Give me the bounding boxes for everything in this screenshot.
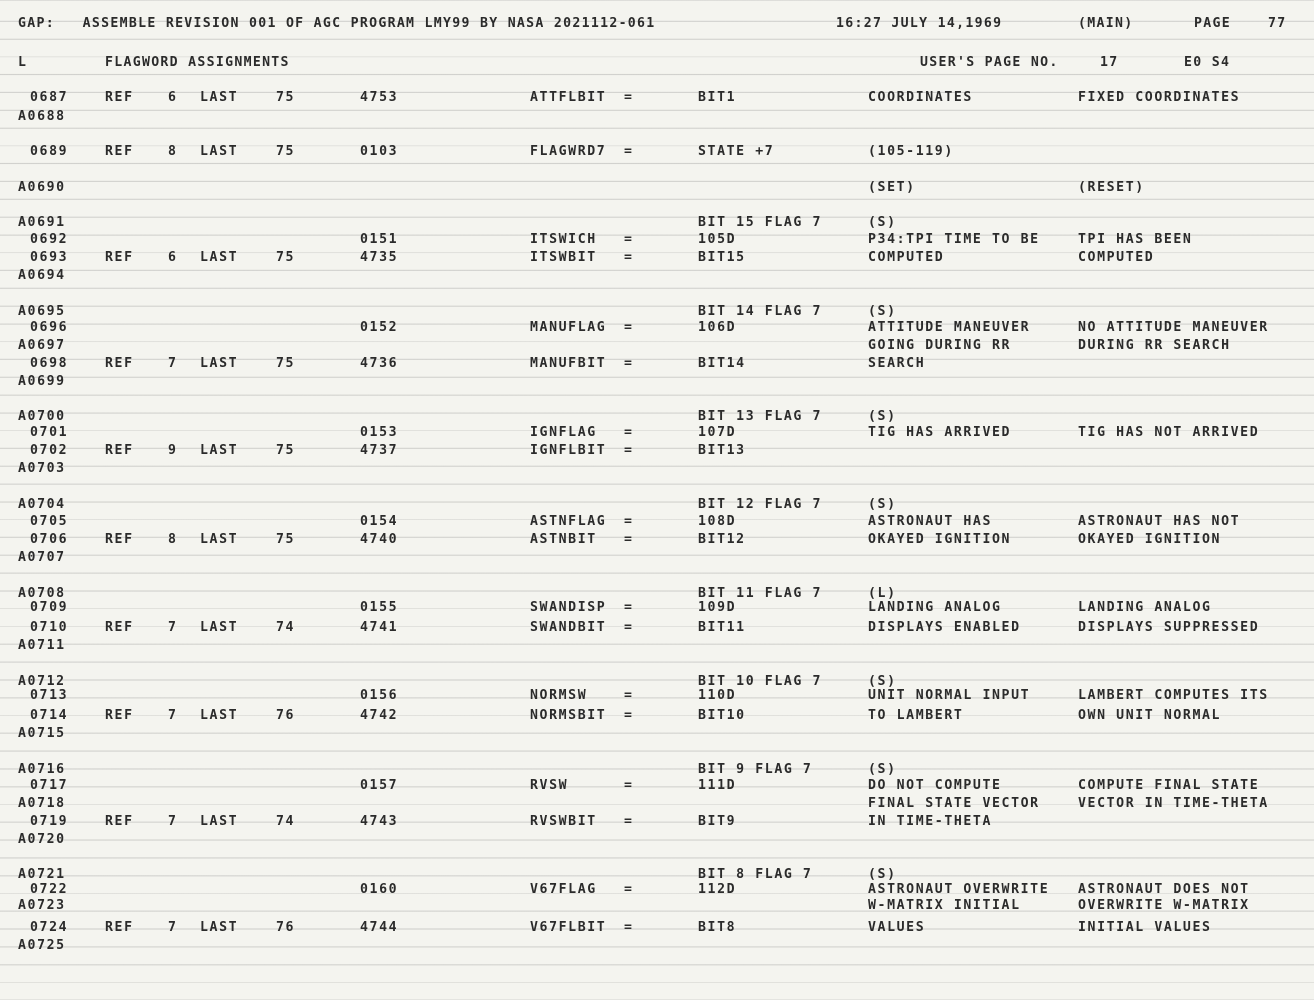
reset-description: COMPUTE FINAL STATE — [1078, 778, 1260, 793]
symbol-value: BIT 14 FLAG 7 — [698, 304, 823, 319]
line-number: 0702 — [30, 443, 69, 458]
line-number: A0690 — [18, 180, 66, 195]
last-page: 75 — [276, 443, 296, 458]
listing-row — [0, 919, 1314, 937]
reset-description: ASTRONAUT HAS NOT — [1078, 514, 1241, 529]
listing-row — [0, 231, 1314, 249]
reset-description: OVERWRITE W-MATRIX — [1078, 898, 1250, 913]
ref-keyword: REF — [105, 443, 134, 458]
symbol-label: V67FLBIT — [530, 920, 607, 935]
listing-row — [0, 214, 1314, 232]
address: 4741 — [360, 620, 399, 635]
line-number: A0721 — [18, 867, 66, 882]
reset-description: TIG HAS NOT ARRIVED — [1078, 425, 1260, 440]
line-number: 0713 — [30, 688, 69, 703]
address: 0153 — [360, 425, 399, 440]
symbol-label: IGNFLBIT — [530, 443, 607, 458]
address: 0151 — [360, 232, 399, 247]
line-number: A0711 — [18, 638, 66, 653]
symbol-value: 109D — [698, 600, 737, 615]
symbol-label: IGNFLAG — [530, 425, 597, 440]
line-number: 0710 — [30, 620, 69, 635]
listing-row — [0, 442, 1314, 460]
equals-sign: = — [624, 778, 634, 793]
last-keyword: LAST — [200, 708, 239, 723]
header-line-2 — [0, 54, 1314, 72]
equals-sign: = — [624, 600, 634, 615]
set-description: (SET) — [868, 180, 916, 195]
line-number: A0712 — [18, 674, 66, 689]
ref-keyword: REF — [105, 144, 134, 159]
last-keyword: LAST — [200, 443, 239, 458]
reset-description: (RESET) — [1078, 180, 1145, 195]
listing-row — [0, 531, 1314, 549]
listing-row — [0, 267, 1314, 285]
listing-row — [0, 424, 1314, 442]
equals-sign: = — [624, 882, 634, 897]
last-keyword: LAST — [200, 90, 239, 105]
ref-count: 8 — [168, 532, 178, 547]
ref-count: 6 — [168, 90, 178, 105]
address: 4743 — [360, 814, 399, 829]
symbol-value: 110D — [698, 688, 737, 703]
symbol-value: BIT13 — [698, 443, 746, 458]
line-number: 0705 — [30, 514, 69, 529]
listing-row — [0, 496, 1314, 514]
reset-description: NO ATTITUDE MANEUVER — [1078, 320, 1269, 335]
listing-row — [0, 108, 1314, 126]
listing-row — [0, 707, 1314, 725]
address: 4744 — [360, 920, 399, 935]
line-number: 0722 — [30, 882, 69, 897]
ref-count: 6 — [168, 250, 178, 265]
line-number: 0698 — [30, 356, 69, 371]
listing-row — [0, 143, 1314, 161]
last-page: 75 — [276, 532, 296, 547]
listing-row — [0, 897, 1314, 915]
set-description: (S) — [868, 867, 897, 882]
address: 0152 — [360, 320, 399, 335]
set-description: W-MATRIX INITIAL — [868, 898, 1021, 913]
symbol-value: 111D — [698, 778, 737, 793]
last-page: 76 — [276, 708, 296, 723]
symbol-value: BIT10 — [698, 708, 746, 723]
listing-row — [0, 831, 1314, 849]
reset-description: ASTRONAUT DOES NOT — [1078, 882, 1250, 897]
line-number: A0718 — [18, 796, 66, 811]
reset-description: COMPUTED — [1078, 250, 1155, 265]
listing-row — [0, 813, 1314, 831]
section-title: FLAGWORD ASSIGNMENTS — [105, 55, 290, 70]
set-description: ASTRONAUT OVERWRITE — [868, 882, 1050, 897]
line-number: A0715 — [18, 726, 66, 741]
symbol-value: 108D — [698, 514, 737, 529]
line-number: 0719 — [30, 814, 69, 829]
line-number: A0708 — [18, 586, 66, 601]
listing-row — [0, 513, 1314, 531]
listing-row — [0, 89, 1314, 107]
symbol-label: MANUFLAG — [530, 320, 607, 335]
line-number: A0723 — [18, 898, 66, 913]
equals-sign: = — [624, 356, 634, 371]
address: 0154 — [360, 514, 399, 529]
line-number: 0714 — [30, 708, 69, 723]
ref-keyword: REF — [105, 532, 134, 547]
address: 0155 — [360, 600, 399, 615]
symbol-value: BIT14 — [698, 356, 746, 371]
symbol-label: SWANDBIT — [530, 620, 607, 635]
line-number: 0706 — [30, 532, 69, 547]
symbol-value: BIT 15 FLAG 7 — [698, 215, 823, 230]
reset-description: VECTOR IN TIME-THETA — [1078, 796, 1269, 811]
equals-sign: = — [624, 425, 634, 440]
last-keyword: LAST — [200, 144, 239, 159]
reset-description: OKAYED IGNITION — [1078, 532, 1222, 547]
listing-row — [0, 795, 1314, 813]
set-description: (S) — [868, 674, 897, 689]
set-description: UNIT NORMAL INPUT — [868, 688, 1031, 703]
line-number: A0694 — [18, 268, 66, 283]
equals-sign: = — [624, 688, 634, 703]
equals-sign: = — [624, 620, 634, 635]
line-number: A0699 — [18, 374, 66, 389]
last-page: 75 — [276, 250, 296, 265]
symbol-value: 106D — [698, 320, 737, 335]
address: 0103 — [360, 144, 399, 159]
listing-row — [0, 319, 1314, 337]
line-number: A0688 — [18, 109, 66, 124]
equals-sign: = — [624, 443, 634, 458]
reset-description: LAMBERT COMPUTES ITS — [1078, 688, 1269, 703]
ref-keyword: REF — [105, 250, 134, 265]
listing-row — [0, 725, 1314, 743]
symbol-label: ITSWBIT — [530, 250, 597, 265]
symbol-label: ASTNFLAG — [530, 514, 607, 529]
symbol-value: BIT15 — [698, 250, 746, 265]
reset-description: TPI HAS BEEN — [1078, 232, 1193, 247]
listing-row — [0, 373, 1314, 391]
symbol-value: BIT9 — [698, 814, 737, 829]
set-description: IN TIME-THETA — [868, 814, 993, 829]
symbol-value: BIT1 — [698, 90, 737, 105]
line-number: A0704 — [18, 497, 66, 512]
address: 0160 — [360, 882, 399, 897]
line-number: A0691 — [18, 215, 66, 230]
line-number: 0692 — [30, 232, 69, 247]
symbol-label: ATTFLBIT — [530, 90, 607, 105]
line-number: 0689 — [30, 144, 69, 159]
set-description: (S) — [868, 215, 897, 230]
symbol-label: V67FLAG — [530, 882, 597, 897]
marker: L — [18, 55, 28, 70]
symbol-value: BIT 11 FLAG 7 — [698, 586, 823, 601]
set-description: DISPLAYS ENABLED — [868, 620, 1021, 635]
set-description: (S) — [868, 497, 897, 512]
ref-keyword: REF — [105, 814, 134, 829]
symbol-label: RVSWBIT — [530, 814, 597, 829]
last-page: 75 — [276, 90, 296, 105]
ref-count: 8 — [168, 144, 178, 159]
set-description: (S) — [868, 409, 897, 424]
set-description: COMPUTED — [868, 250, 945, 265]
symbol-label: RVSW — [530, 778, 569, 793]
listing-row — [0, 687, 1314, 705]
ref-keyword: REF — [105, 620, 134, 635]
equals-sign: = — [624, 144, 634, 159]
set-description: ATTITUDE MANEUVER — [868, 320, 1031, 335]
program-title: GAP: ASSEMBLE REVISION 001 OF AGC PROGRAM LMY99 BY NASA 2021112-061 — [18, 16, 656, 31]
line-number: 0687 — [30, 90, 69, 105]
symbol-value: 105D — [698, 232, 737, 247]
symbol-label: ITSWICH — [530, 232, 597, 247]
address: 4735 — [360, 250, 399, 265]
page-code: E0 S4 — [1184, 55, 1231, 70]
symbol-label: ASTNBIT — [530, 532, 597, 547]
symbol-value: BIT 13 FLAG 7 — [698, 409, 823, 424]
listing-row — [0, 337, 1314, 355]
users-page-label: USER'S PAGE NO. — [920, 55, 1059, 70]
symbol-value: BIT 8 FLAG 7 — [698, 867, 813, 882]
listing-row — [0, 637, 1314, 655]
line-number: 0701 — [30, 425, 69, 440]
ref-keyword: REF — [105, 920, 134, 935]
line-number: 0693 — [30, 250, 69, 265]
ref-keyword: REF — [105, 90, 134, 105]
set-description: OKAYED IGNITION — [868, 532, 1012, 547]
address: 4740 — [360, 532, 399, 547]
line-number: 0696 — [30, 320, 69, 335]
set-description: (L) — [868, 586, 897, 601]
reset-description: LANDING ANALOG — [1078, 600, 1212, 615]
reset-description: OWN UNIT NORMAL — [1078, 708, 1222, 723]
ref-count: 9 — [168, 443, 178, 458]
symbol-value: STATE +7 — [698, 144, 775, 159]
set-description: COORDINATES — [868, 90, 973, 105]
last-keyword: LAST — [200, 920, 239, 935]
symbol-value: 107D — [698, 425, 737, 440]
symbol-value: 112D — [698, 882, 737, 897]
address: 4742 — [360, 708, 399, 723]
address: 0157 — [360, 778, 399, 793]
set-description: TIG HAS ARRIVED — [868, 425, 1012, 440]
symbol-value: BIT12 — [698, 532, 746, 547]
equals-sign: = — [624, 920, 634, 935]
line-number: A0697 — [18, 338, 66, 353]
listing-row — [0, 460, 1314, 478]
line-number: A0703 — [18, 461, 66, 476]
address: 4737 — [360, 443, 399, 458]
set-description: (105-119) — [868, 144, 954, 159]
last-keyword: LAST — [200, 356, 239, 371]
set-description: GOING DURING RR — [868, 338, 1012, 353]
listing-row — [0, 179, 1314, 197]
line-number: A0725 — [18, 938, 66, 953]
listing-row — [0, 619, 1314, 637]
symbol-label: FLAGWRD7 — [530, 144, 607, 159]
line-number: 0717 — [30, 778, 69, 793]
equals-sign: = — [624, 250, 634, 265]
symbol-label: SWANDISP — [530, 600, 607, 615]
line-number: A0720 — [18, 832, 66, 847]
line-number: 0724 — [30, 920, 69, 935]
section-label: (MAIN) — [1078, 16, 1134, 31]
set-description: LANDING ANALOG — [868, 600, 1002, 615]
last-page: 75 — [276, 356, 296, 371]
address: 0156 — [360, 688, 399, 703]
ref-count: 7 — [168, 620, 178, 635]
reset-description: DISPLAYS SUPPRESSED — [1078, 620, 1260, 635]
ref-count: 7 — [168, 814, 178, 829]
symbol-value: BIT 12 FLAG 7 — [698, 497, 823, 512]
equals-sign: = — [624, 708, 634, 723]
listing-row — [0, 777, 1314, 795]
set-description: (S) — [868, 304, 897, 319]
equals-sign: = — [624, 232, 634, 247]
listing-row — [0, 549, 1314, 567]
address: 4753 — [360, 90, 399, 105]
last-keyword: LAST — [200, 620, 239, 635]
set-description: TO LAMBERT — [868, 708, 964, 723]
equals-sign: = — [624, 532, 634, 547]
last-keyword: LAST — [200, 532, 239, 547]
line-number: A0700 — [18, 409, 66, 424]
page-number: 77 — [1268, 16, 1287, 31]
listing-row — [0, 249, 1314, 267]
timestamp: 16:27 JULY 14,1969 — [836, 16, 1003, 31]
symbol-label: NORMSBIT — [530, 708, 607, 723]
page-label: PAGE — [1194, 16, 1231, 31]
equals-sign: = — [624, 90, 634, 105]
equals-sign: = — [624, 814, 634, 829]
address: 4736 — [360, 356, 399, 371]
equals-sign: = — [624, 320, 634, 335]
set-description: DO NOT COMPUTE — [868, 778, 1002, 793]
line-number: 0709 — [30, 600, 69, 615]
ref-keyword: REF — [105, 708, 134, 723]
reset-description: FIXED COORDINATES — [1078, 90, 1241, 105]
listing-row — [0, 937, 1314, 955]
line-number: A0695 — [18, 304, 66, 319]
equals-sign: = — [624, 514, 634, 529]
listing-row — [0, 599, 1314, 617]
set-description: (S) — [868, 762, 897, 777]
symbol-value: BIT 10 FLAG 7 — [698, 674, 823, 689]
listing-row — [0, 355, 1314, 373]
last-page: 75 — [276, 144, 296, 159]
ref-count: 7 — [168, 356, 178, 371]
last-page: 74 — [276, 620, 296, 635]
last-keyword: LAST — [200, 250, 239, 265]
ref-keyword: REF — [105, 356, 134, 371]
symbol-label: NORMSW — [530, 688, 588, 703]
symbol-value: BIT8 — [698, 920, 737, 935]
line-number: A0707 — [18, 550, 66, 565]
last-keyword: LAST — [200, 814, 239, 829]
symbol-value: BIT11 — [698, 620, 746, 635]
last-page: 76 — [276, 920, 296, 935]
set-description: FINAL STATE VECTOR — [868, 796, 1040, 811]
users-page-number: 17 — [1100, 55, 1119, 70]
last-page: 74 — [276, 814, 296, 829]
ref-count: 7 — [168, 708, 178, 723]
header-line-1 — [0, 15, 1314, 33]
reset-description: INITIAL VALUES — [1078, 920, 1212, 935]
reset-description: DURING RR SEARCH — [1078, 338, 1231, 353]
set-description: P34:TPI TIME TO BE — [868, 232, 1040, 247]
ref-count: 7 — [168, 920, 178, 935]
set-description: SEARCH — [868, 356, 926, 371]
set-description: VALUES — [868, 920, 926, 935]
set-description: ASTRONAUT HAS — [868, 514, 993, 529]
line-number: A0716 — [18, 762, 66, 777]
symbol-value: BIT 9 FLAG 7 — [698, 762, 813, 777]
symbol-label: MANUFBIT — [530, 356, 607, 371]
